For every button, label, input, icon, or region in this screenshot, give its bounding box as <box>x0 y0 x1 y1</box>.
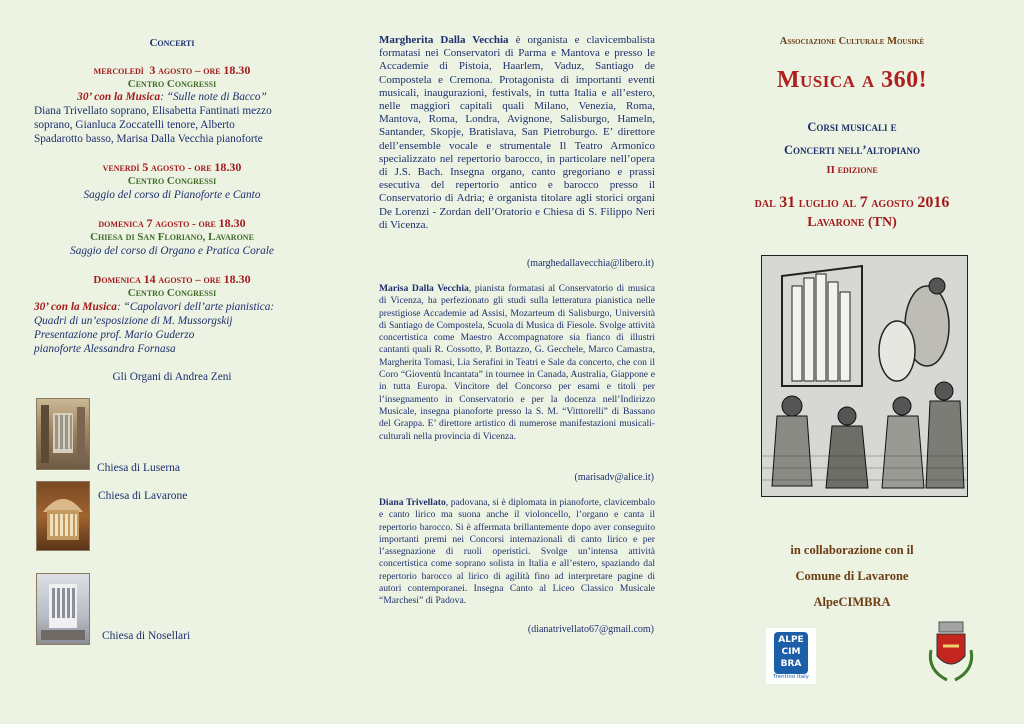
association-name: Associazione Culturale Mousikè <box>779 36 925 47</box>
organ-luserna-graphic <box>37 399 89 469</box>
event-title: Musica a 360! <box>776 67 928 93</box>
event-1-venue: Centro Congressi <box>127 78 217 90</box>
event-2-venue: Centro Congressi <box>127 175 217 187</box>
email-margherita: (marghedallavecchia@libero.it) <box>526 258 654 269</box>
concerts-heading: Concerti <box>149 37 195 49</box>
event-3-datetime: domenica 7 agosto - ore 18.30 <box>98 216 246 230</box>
event-3-venue: Chiesa di San Floriano, Lavarone <box>90 231 254 243</box>
edition-label: II edizione <box>826 164 878 176</box>
lavarone-coat-of-arms <box>925 620 977 690</box>
alpecimbra-logo: ALPE CIM BRA Trentino Italy <box>766 628 816 684</box>
event-1-title: 30’ con la Musica: “Sulle note di Bacco” <box>77 91 267 103</box>
caption-nosellari: Chiesa di Nosellari <box>102 630 191 642</box>
biographies-panel <box>340 0 680 724</box>
cover-panel <box>680 0 1024 724</box>
event-4-details: Quadri di un’esposizione di M. Mussorgskij Presentazione prof. Mario Guderzo pianoforte Alessandra Fornasa <box>34 315 233 355</box>
organ-nosellari-graphic <box>37 574 89 644</box>
collaboration-text: in collaborazione con il Comune di Lavarone AlpeCIMBRA <box>790 543 914 609</box>
coat-of-arms-graphic <box>925 620 977 690</box>
event-1-datetime: mercoledì 3 agosto – ore 18.30 <box>93 63 251 77</box>
bio-diana: Diana Trivellato, padovana, si è diplomata in pianoforte, clavicembalo e canto lirico ma suona anche il violoncello, l’organo e canta il repertorio barocco. Si è affermata brillantemente dopo aver conseguito importanti premi nei Concorsi internazionali di canto lirico e per l’assegnazione di ruoli operistici. Svolge un’intensa attività concertistica come soprano solista in Italia e all’estero, spaziando dal repertorio barocco al lirico di agilità fino ad interpretare pagine di autori contemporanei. Insegna Canto al Liceo Classico Musicale “Marchesi” di Padova. <box>379 497 655 607</box>
event-3-desc: Saggio del corso di Organo e Pratica Corale <box>70 245 274 257</box>
event-4-datetime: Domenica 14 agosto – ore 18.30 <box>93 272 251 286</box>
email-diana: (dianatrivellato67@gmail.com) <box>527 624 654 635</box>
organ-luserna-photo <box>36 398 90 470</box>
event-1-performers: Diana Trivellato soprano, Elisabetta Fantinati mezzo soprano, Gianluca Zoccatelli tenore, Alberto Spadarotto basso, Marisa Dalla Vecchia pianoforte <box>34 105 272 145</box>
concerts-panel <box>0 0 340 724</box>
organs-heading: Gli Organi di Andrea Zeni <box>112 371 232 383</box>
event-dates: dal 31 luglio al 7 agosto 2016 Lavarone (TN) <box>754 194 950 230</box>
event-4-title: 30’ con la Musica: “Capolavori dell’arte pianistica: <box>34 301 275 313</box>
event-2-datetime: venerdì 5 agosto - ore 18.30 <box>102 160 242 174</box>
caption-lavarone: Chiesa di Lavarone <box>98 490 188 502</box>
woodcut-musicians-image <box>761 255 968 497</box>
woodcut-graphic <box>762 256 967 496</box>
bio-marisa: Marisa Dalla Vecchia, pianista formatasi al Conservatorio di musica di Vicenza, ha perfezionato gli studi sulla letteratura pianistica nelle prestigiose Accademie ad Assisi, Mozarteum di Salisburgo, Università di Santiago de Compostela, Scuola di Musica di Fiesole. Svolge attività concertistica come Maestro Accompagnatore sia fianco di illustri cantanti quali R. Cossotto, P. Bottazzo, G. Gecchele, Marco Camastra, Margherita Tomasi, Lia Serafini in Teatri e Sale da concerto, che con il Coro “Gioventù Incantata” in tournee in Canada, Australia, Giappone e in tutta Europa. Vincitore del Concorso per esami e titoli per l’insegnamento in Conservatorio e per la docenza nell’Indirizzo Musicale, insegna pianoforte presso la S. M. “Vitttorelli” di Bassano del Grappa. E’ direttore artistico di numerose manifestazioni musicali-culturali nella provincia di Vicenza. <box>379 283 655 442</box>
organ-nosellari-photo <box>36 573 90 645</box>
event-2-desc: Saggio del corso di Pianoforte e Canto <box>83 189 261 201</box>
organ-lavarone-graphic <box>37 482 89 550</box>
bio-margherita: Margherita Dalla Vecchia è organista e clavicembalista formatasi nei Conservatori di Parma e Mantova e presso le Accademie di Pistoia, Haarlem, Vaduz, Santiago de Compostela e Cremona. Protagonista di importanti eventi musicali, inaugurazioni, festivals, in tutta Italia e all’estero, nelle maggiori capitali quali Milano, Venezia, Roma, Mantova, Roma, Londra, Avignone, Salisburgo, Hameln, Santander, Skopje, Bratislava, San Pietroburgo. E’ direttore dell’ensemble vocale e strumentale Il Teatro Armonico specializzato nel repertorio barocco, in particolare nell’opera di J.S. Bach. Insegna organo, canto gregoriano e prassi esecutiva del repertorio antico e barocco presso il Conservatorio di Adria; è organista titolare agli storici organi De Lorenzi - Zordan dell’Oratorio e Chiesa di S. Filippo Neri di Vicenza. <box>379 34 655 231</box>
caption-luserna: Chiesa di Luserna <box>97 462 181 474</box>
event-subtitle: Corsi musicali e Concerti nell’altopiano <box>783 120 921 157</box>
event-4-venue: Centro Congressi <box>127 287 217 299</box>
organ-lavarone-photo <box>36 481 90 551</box>
email-marisa: (marisadv@alice.it) <box>574 472 654 483</box>
